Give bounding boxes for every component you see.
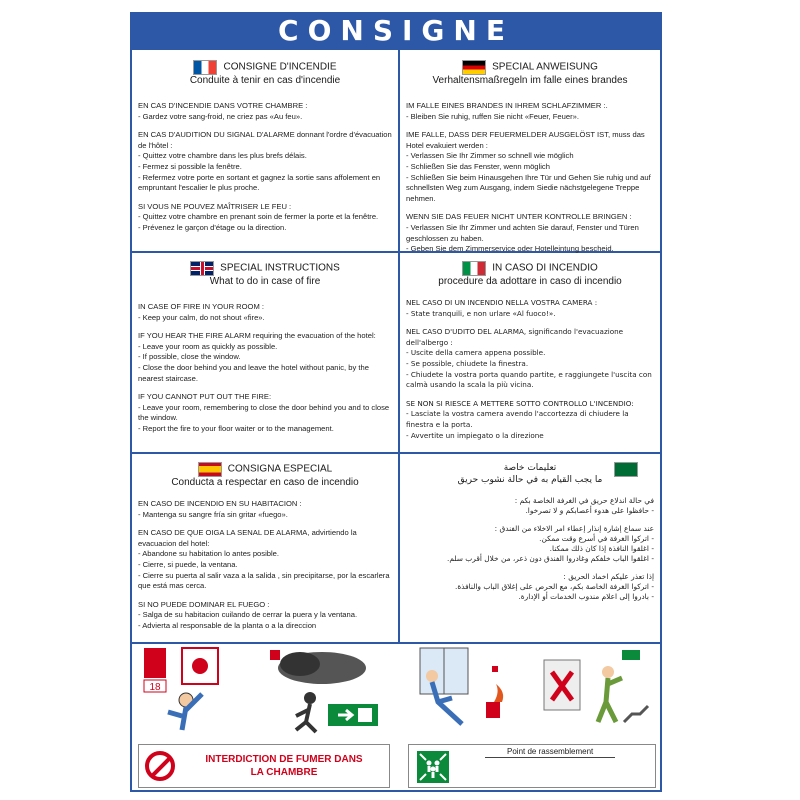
no-smoking-sign xyxy=(138,744,390,788)
instruction-line: calmà usando la scala la più vicina. xyxy=(406,380,534,390)
instruction-paragraph xyxy=(406,130,654,204)
instruction-heading: EN CAS D'AUDITION DU SIGNAL D'ALARME donnant l'ordre d'évacuation de l'hôtel : xyxy=(138,130,392,150)
instruction-paragraph xyxy=(406,572,654,602)
instruction-heading: NEL CASO DI UN INCENDIO NELLA VOSTRA CAMERA : xyxy=(406,298,598,307)
language-grid xyxy=(132,48,660,630)
instruction-paragraph xyxy=(406,212,654,254)
instruction-heading: IME FALLE, DASS DER FEUERMELDER AUSGELÖST IST, muss das Hotel evakuiert werden : xyxy=(406,130,645,150)
section-french-header xyxy=(138,60,392,87)
section-german xyxy=(400,54,660,254)
instruction-paragraph xyxy=(138,331,392,384)
section-spanish-header xyxy=(138,462,392,489)
assembly-point-icon xyxy=(417,751,449,783)
section-body xyxy=(138,302,392,435)
section-title: SPECIAL INSTRUCTIONS xyxy=(220,262,340,274)
picto-alarm xyxy=(138,642,234,734)
section-title: تعليمات خاصة xyxy=(503,463,557,473)
instruction-paragraph xyxy=(138,130,392,194)
no-smoking-icon xyxy=(145,751,175,781)
section-body xyxy=(406,101,654,255)
section-subtitle: Conducta a respectar en caso de incendio xyxy=(171,477,359,488)
instruction-heading: في حالة اندلاع حريق في الغرفة الخاصة بكم : xyxy=(514,496,654,505)
instruction-heading: NEL CASO D'UDITO DEL ALARMA, significando l'evacuazione dell'albergo : xyxy=(406,327,624,347)
instruction-line: - Quittez votre chambre dans les plus brefs délais. xyxy=(138,151,307,161)
instruction-heading: عند سماع إشارة إنذار إعطاء امر الاخلاء من الفندق : xyxy=(494,524,654,533)
section-subtitle: ما يجب القيام به في حالة نشوب حريق xyxy=(457,475,603,485)
section-italian-header xyxy=(406,261,654,288)
picto-no-elevator xyxy=(532,642,656,734)
poster xyxy=(130,12,662,792)
instruction-line: - Advierta al responsable de la planta o a la direccion xyxy=(138,620,317,630)
instruction-line: - Se possible, chiudete la finestra. xyxy=(406,358,529,368)
section-subtitle: What to do in case of fire xyxy=(209,276,321,287)
assembly-point-sign xyxy=(408,744,656,788)
instruction-line: - Geben Sie dem Zimmerservice oder Hotelleintung bescheid. xyxy=(406,244,614,254)
flag-uk-icon xyxy=(190,261,214,276)
instruction-heading: EN CASO DE INCENDIO EN SU HABITACION : xyxy=(138,499,302,508)
instruction-heading: SI NO PUEDE DOMINAR EL FUEGO : xyxy=(138,599,270,609)
instruction-heading: IM FALLE EINES BRANDES IN IHREM SCHLAFZIMMER :. xyxy=(406,101,608,110)
instruction-line: - Keep your calm, do not shout «fire». xyxy=(138,312,265,322)
instruction-line: - Cierre, si puede, la ventana. xyxy=(138,559,238,569)
section-arabic xyxy=(400,456,660,642)
instruction-heading: WENN SIE DAS FEUER NICHT UNTER KONTROLLE BRINGEN : xyxy=(406,212,632,222)
instruction-line: - Mantenga su sangre fría sin gritar «fuego». xyxy=(138,509,288,519)
section-spanish xyxy=(132,456,398,642)
section-title: IN CASO DI INCENDIO xyxy=(492,262,598,274)
instruction-line: - Avvertite un impiegato o la direzione xyxy=(406,430,544,440)
instruction-line: - Cierre su puerta al salir vaza a la salida , sin precipitarse, por la escarlera que está mas cerca. xyxy=(138,570,390,591)
picto-close-door xyxy=(402,642,520,734)
section-german-header xyxy=(406,60,654,87)
instruction-heading: IF YOU HEAR THE FIRE ALARM requiring the evacuation of the hotel: xyxy=(138,331,376,341)
instruction-line: - Refermez votre porte en sortant et gagnez la sortie sans affolement en empruntant l'escalier le plus proche. xyxy=(138,172,381,193)
instruction-paragraph xyxy=(138,202,392,234)
section-english xyxy=(132,255,398,451)
instruction-line: - حافظوا على هدوء أعصابكم و لا تصرخوا. xyxy=(525,506,654,515)
instruction-line: - Quittez votre chambre en prenant soin de fermer la porte et la fenêtre. xyxy=(138,212,379,222)
flag-saudi-icon xyxy=(614,462,638,477)
instruction-paragraph xyxy=(138,302,392,323)
instruction-line: - اتركوا الغرفة في أسرع وقت ممكن. xyxy=(539,534,654,543)
instruction-heading: IN CASE OF FIRE IN YOUR ROOM : xyxy=(138,302,265,311)
instruction-line: - Leave your room, remembering to close the door behind you and to close the window. xyxy=(138,402,390,423)
instruction-paragraph xyxy=(406,298,654,319)
instruction-paragraph xyxy=(138,600,392,632)
instruction-line: - Verlassen Sie Ihr Zimmer so schnell wie möglich xyxy=(406,151,574,161)
instruction-paragraph xyxy=(138,499,392,520)
instruction-heading: SE NON SI RIESCE A METTERE SOTTO CONTROLLO L'INCENDIO: xyxy=(406,398,634,408)
instruction-paragraph xyxy=(138,528,392,592)
instruction-heading: SI VOUS NE POUVEZ MAÎTRISER LE FEU : xyxy=(138,201,292,211)
instruction-line: - Chiudete la vostra porta quando partite, e raggiungete l'uscita con xyxy=(406,369,652,379)
instruction-paragraph xyxy=(406,399,654,441)
instruction-line: - Close the door behind you and leave the hotel without panic, by the nearest staircase. xyxy=(138,362,369,383)
instruction-paragraph xyxy=(406,101,654,122)
instruction-line: - اغلقوا الباب خلفكم وغادروا الفندق دون ذعر، من خلال أقرب سلم. xyxy=(447,554,654,563)
instruction-paragraph xyxy=(138,392,392,434)
section-french xyxy=(132,54,398,250)
instruction-line: - Fermez si possible la fenêtre. xyxy=(138,161,242,171)
instruction-line: - Verlassen Sie Ihr Zimmer und achten Sie darauf, Fenster und Türen geschlossen zu haben. xyxy=(406,222,639,243)
instruction-line: - Salga de su habitacion cuilando de cerrar la puera y la ventana. xyxy=(138,610,358,620)
poster-banner: CONSIGNE xyxy=(132,14,660,48)
section-body xyxy=(138,499,392,632)
section-body xyxy=(406,496,654,602)
section-subtitle: procedure da adottare in caso di incendio xyxy=(438,276,622,287)
instruction-line: - اتركوا الغرفة الخاصة بكم، مع الحرص على إغلاق الباب والنافذة. xyxy=(455,582,654,591)
no-smoking-text: INTERDICTION DE FUMER DANS LA CHAMBRE xyxy=(205,754,363,778)
alarm-number: 18 xyxy=(149,682,161,693)
section-title: CONSIGNE D'INCENDIE xyxy=(223,61,337,73)
section-title: SPECIAL ANWEISUNG xyxy=(492,61,598,73)
section-title: CONSIGNA ESPECIAL xyxy=(227,463,333,475)
section-body xyxy=(406,298,654,441)
instruction-line: - بادروا إلى اعلام مندوب الخدمات أو الإدارة. xyxy=(518,592,654,601)
instruction-line: - If possible, close the window. xyxy=(138,352,241,362)
flag-spain-icon xyxy=(198,462,222,477)
instruction-line: - Schließen Sie das Fenster, wenn möglich xyxy=(406,161,550,171)
instruction-heading: إذا تعذر عليكم اخماد الحريق : xyxy=(563,572,654,581)
instruction-line: - Leave your room as quickly as possible. xyxy=(138,341,278,351)
instruction-line: - Gardez votre sang-froid, ne criez pas «Au feu». xyxy=(138,111,303,121)
instruction-paragraph xyxy=(406,524,654,564)
grid-divider-2 xyxy=(132,452,660,454)
instruction-line: - Schließen Sie beim Hinausgehen Ihre Tür und Gehen Sie ruhig und auf schnellsten Weg zum Ausgang, indem Siedie nächstgelegene Treppe nehmen. xyxy=(406,172,651,203)
instruction-line: - Prévenez le garçon d'étage ou la direction. xyxy=(138,222,287,232)
section-subtitle: Conduite à tenir en cas d'incendie xyxy=(189,75,341,86)
assembly-point-title: Point de rassemblement xyxy=(485,747,615,758)
section-english-header xyxy=(138,261,392,288)
instruction-line: - State tranquili, e non urlare «Al fuoco!». xyxy=(406,308,556,318)
flag-italy-icon xyxy=(462,261,486,276)
instruction-line: - اغلقوا النافذة إذا كان ذلك ممكنا. xyxy=(549,544,654,553)
instruction-heading: EN CASO DE QUE OIGA LA SENAL DE ALARMA, advirtiendo la evacuacion del hotel: xyxy=(138,528,357,548)
flag-germany-icon xyxy=(462,60,486,75)
section-body xyxy=(138,101,392,234)
instruction-heading: IF YOU CANNOT PUT OUT THE FIRE: xyxy=(138,392,272,402)
flag-france-icon xyxy=(193,60,217,75)
instruction-heading: EN CAS D'INCENDIE DANS VOTRE CHAMBRE : xyxy=(138,101,308,110)
instruction-line: - Bleiben Sie ruhig, ruffen Sie nicht «Feuer, Feuer». xyxy=(406,111,579,121)
instruction-line: - Lasciate la vostra camera avendo l'accortezza di chiudere la finestra e la porta. xyxy=(406,409,629,429)
instruction-line: - Report the fire to your floor waiter or to the management. xyxy=(138,423,334,433)
instruction-paragraph xyxy=(406,327,654,391)
instruction-line: - Abandone su habitation lo antes posible. xyxy=(138,549,280,559)
instruction-paragraph xyxy=(138,101,392,122)
picto-evacuate-smoke xyxy=(250,642,390,734)
section-arabic-header xyxy=(406,462,654,486)
section-subtitle: Verhaltensmaßregeln im falle eines brandes xyxy=(432,75,628,86)
instruction-line: - Uscite della camera appena possible. xyxy=(406,348,546,358)
section-italian xyxy=(400,255,660,451)
instruction-paragraph xyxy=(406,496,654,516)
